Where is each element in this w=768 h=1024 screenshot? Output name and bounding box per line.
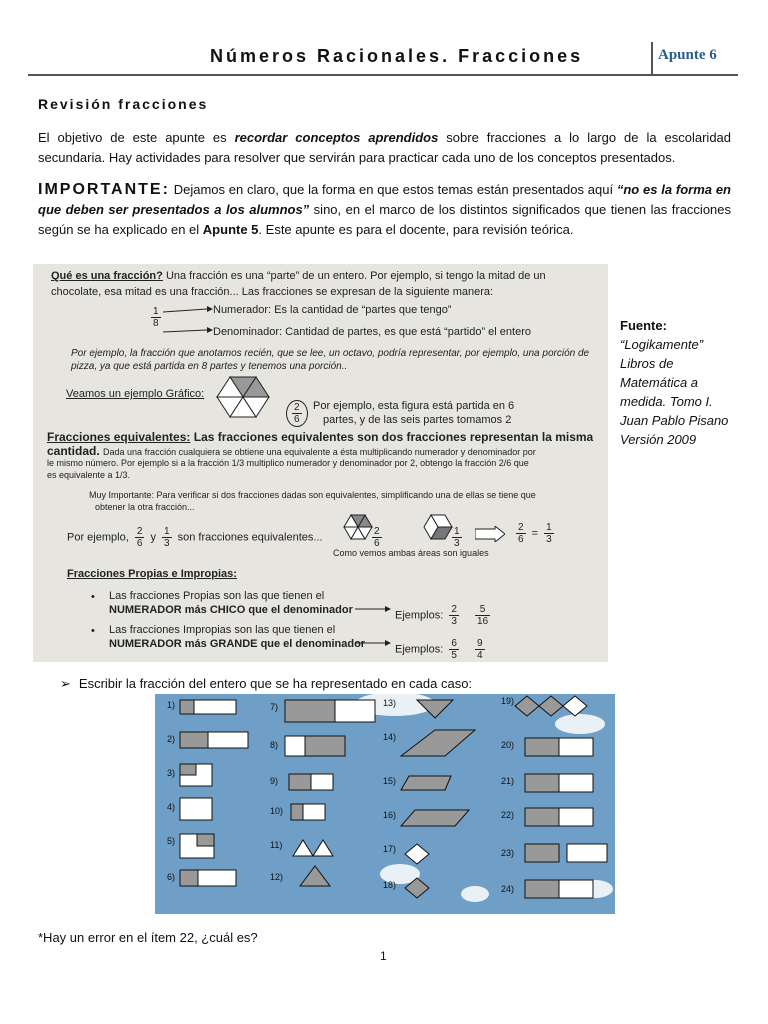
item-label: 8) [270,740,279,750]
hexagon-figure [213,374,273,420]
item-label: 10) [270,806,284,816]
equivalent-example: Por ejemplo, $\frac{2}{6}$ y $\frac{1}{3}$ son fracciones equivalentes... [67,526,323,549]
areas-note: Como vemos ambas áreas son iguales [333,548,489,558]
item-label: 17) [383,844,397,854]
intro-emphasis: recordar conceptos aprendidos [234,130,439,145]
intro-text-c: sobre fracciones a lo largo de la escolaridad secundaria. Hay actividades para resolver que servirán para practicar cada uno de los conceptos presentados. [38,130,732,165]
what-is-fraction-line2: chocolate, esa mitad es una fracción... Las fracciones se expresan de la siguiente manera: [51,286,494,298]
item-label: 13) [383,698,397,708]
graphic-label: Veamos un ejemplo Gráfico: [66,388,205,400]
item-label: 9) [270,776,279,786]
impropias-line2: NUMERADOR más GRANDE que el denominador [109,638,366,650]
fraction-one-eighth: $\frac{1}{8}$ [153,306,159,329]
apunte-reference: Apunte 5 [202,222,259,237]
important-text-e: . Este apunte es para el docente, para revisión teórica. [258,222,574,237]
important-paragraph [38,180,731,240]
scanned-theory-image [33,264,608,662]
exercise-figures-image [155,694,615,914]
source-line: Versión 2009 [620,432,697,447]
numerator-label: Numerador: Es la cantidad de “partes que tengo” [213,304,452,316]
source-line: “Logikamente” [620,337,704,352]
source-line: Matemática a [620,375,699,390]
denominator-label: Denominador: Cantidad de partes, es que está “partido” el entero [213,326,531,338]
item-label: 20) [501,740,515,750]
equivalent-title: Fracciones equivalentes: Las fracciones equivalentes son dos fracciones representan la misma [47,430,594,444]
important-label: IMPORTANTE: [38,181,170,198]
arrow-impropias [355,638,391,648]
muy-importante-line1: Muy Importante: Para verificar si dos fracciones dadas son equivalentes, simplificando una de ellas se tiene que [89,490,536,500]
equivalent-text3: es equivalente a 1/3. [47,470,131,480]
propias-line1: Las fracciones Propias son las que tienen el [109,590,325,602]
cloud-decoration [355,694,613,902]
item-label: 6) [167,872,176,882]
equivalent-title-line2: cantidad. Dada una fracción cualquiera se obtiene una equivalente a ésta multiplicando numerador y denominador por [47,444,536,458]
example-line1: Por ejemplo, la fracción que anotamos recién, que se lee, un octavo, podría representar, por ejemplo, una porción de [71,348,590,359]
item-label: 3) [167,768,176,778]
source-line: Juan Pablo Pisano [620,413,729,428]
item-label: 12) [270,872,284,882]
hex-fraction-one-third: $\frac{1}{3}$ [454,526,460,549]
item-label: 11) [270,840,283,850]
item-label: 1) [167,700,176,710]
item-label: 23) [501,848,515,858]
header-rule [28,74,738,76]
header-divider [651,42,653,76]
page-number: 1 [380,949,387,963]
section-title: Revisión fracciones [38,96,209,112]
equivalent-text2: le mismo número. Por ejemplo si a la fracción 1/3 multiplico numerador y denominador por 2, obtengo la fracción 2/6 que [47,458,529,468]
impropias-line1: Las fracciones Impropias son las que tienen el [109,624,336,636]
source-line: medida. Tomo I. [620,394,713,409]
simplification: $\frac{2}{6}$ = $\frac{1}{3}$ [518,522,552,545]
item-label: 7) [270,702,279,712]
error-note: *Hay un error en el ítem 22, ¿cuál es? [38,930,258,945]
impropias-examples: Ejemplos: $\frac{6}{5}$ $\frac{9}{4}$ [395,638,483,661]
bullet-propias: • [91,591,95,603]
item-label: 2) [167,734,176,744]
double-arrow-icon [475,526,505,542]
item-label: 22) [501,810,515,820]
propias-examples: Ejemplos: $\frac{2}{3}$ $\frac{5}{16}$ [395,604,489,627]
arrow-propias [355,604,391,614]
source-note [620,316,735,449]
exercise-text: Escribir la fracción del entero que se ha representado en cada caso: [78,676,473,691]
arrow-bullet-icon: ➢ [60,676,71,691]
important-text-a: Dejamos en claro, que la forma en que estos temas están presentados aquí [169,182,617,197]
item-label: 16) [383,810,397,820]
item-label: 4) [167,802,176,812]
propias-line2: NUMERADOR más CHICO que el denominador [109,604,353,616]
intro-paragraph [38,128,731,168]
exercise-instruction [60,676,472,692]
bullet-impropias: • [91,625,95,637]
pointer-arrows [163,304,213,339]
intro-text-a: El objetivo de este apunte es [38,130,235,145]
apunte-tag: Apunte 6 [658,47,717,63]
important-text-c: sino, en el marco de los distintos significados que tienen las fracciones según se ha explicado en el [38,202,732,237]
item-label: 18) [383,880,397,890]
graphic-text1: Por ejemplo, esta figura está partida en 6 [313,400,515,412]
item-label: 24) [501,884,515,894]
source-line: Libros de [620,356,674,371]
document-title: Números Racionales. Fracciones [210,46,584,66]
item-label: 15) [383,776,397,786]
muy-importante-line2: obtener la otra fracción... [95,502,195,512]
source-label: Fuente: [620,318,667,333]
important-emphasis: “no es la forma en que deben ser presentados a los alumnos” [38,182,731,217]
item-label: 5) [167,836,176,846]
what-is-fraction: Qué es una fracción? Una fracción es una “parte” de un entero. Por ejemplo, si tengo la mitad de un [51,270,546,282]
hex-fraction-two-sixths: $\frac{2}{6}$ [374,526,380,549]
example-line2: pizza, ya que está partida en 8 partes y tenemos una porción.. [71,361,348,372]
two-sixths-circled: $\frac{2}{6}$ [286,400,308,427]
item-label: 19) [501,696,515,706]
item-label: 21) [501,776,515,786]
item-label: 14) [383,732,397,742]
graphic-text2: partes, y de las seis partes tomamos 2 [323,414,512,426]
propias-title: Fracciones Propias e Impropias: [67,568,237,580]
